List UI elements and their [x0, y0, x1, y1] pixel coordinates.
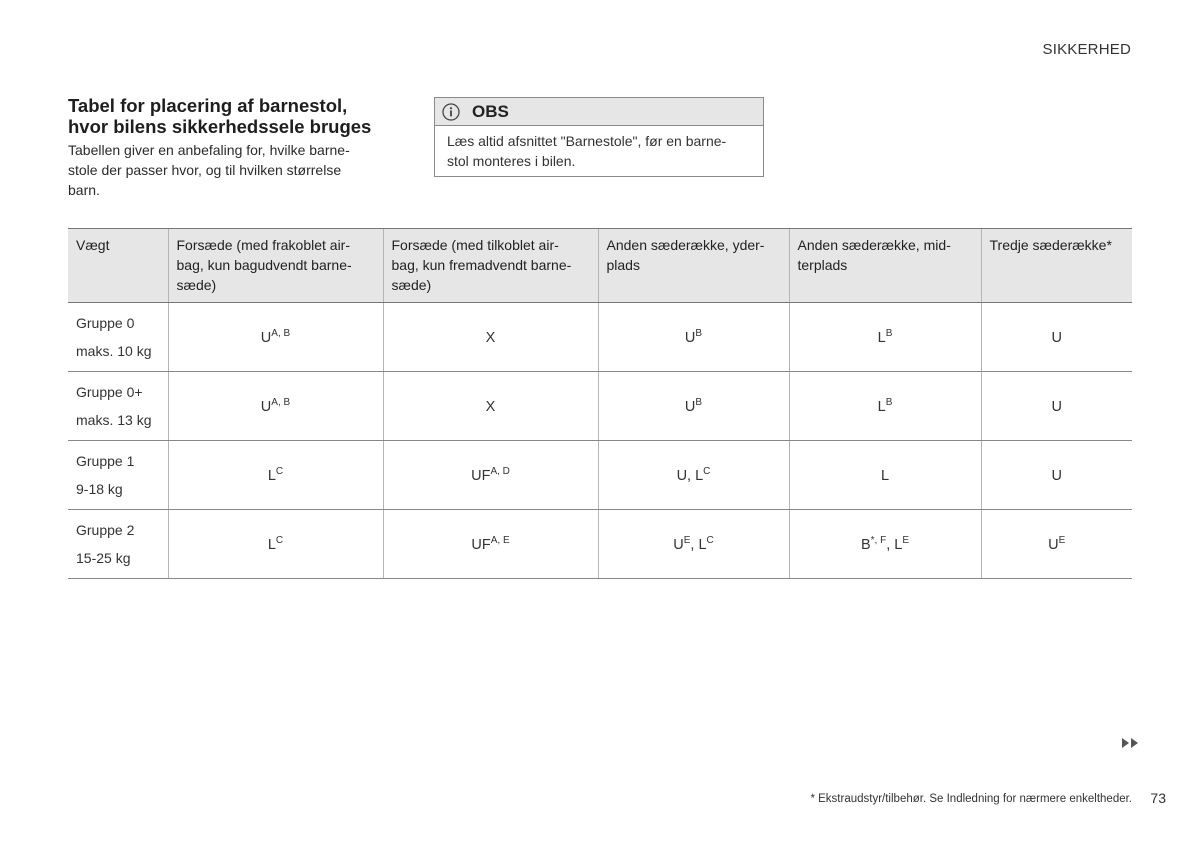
- table-row: [68, 510, 1132, 579]
- intro-line: Tabellen giver en anbefaling for, hvilke barne-: [68, 142, 350, 158]
- group-label: Gruppe 1: [76, 453, 135, 469]
- placement-cell: [789, 372, 981, 441]
- intro-line: stole der passer hvor, og til hvilken størrelse: [68, 162, 342, 178]
- group-label: Gruppe 2: [76, 522, 135, 538]
- placement-code: L: [880, 467, 890, 484]
- placement-cell: [168, 441, 383, 510]
- table-body: [68, 303, 1132, 579]
- placement-value: [684, 396, 703, 415]
- placement-code: U: [260, 398, 272, 415]
- obs-body-line: Læs altid afsnittet "Barnestole", før en barne-: [447, 133, 727, 149]
- column-header: [598, 229, 789, 303]
- placement-value: [486, 399, 496, 415]
- weight-group-cell: [68, 510, 168, 579]
- weight-group-cell: [68, 441, 168, 510]
- column-header-line: terplads: [797, 257, 848, 273]
- placement-value: [860, 534, 910, 553]
- table-row: [68, 303, 1132, 372]
- section-header: SIKKERHED: [1042, 41, 1131, 58]
- placement-code: U, L: [676, 467, 704, 484]
- page-title: [68, 95, 398, 137]
- table-row: [68, 441, 1132, 510]
- placement-value: [877, 396, 893, 415]
- column-header-line: plads: [606, 257, 640, 273]
- placement-value: [471, 534, 510, 553]
- column-header: [981, 229, 1132, 303]
- column-header: [383, 229, 598, 303]
- placement-value: [471, 465, 510, 484]
- child-seat-placement-table: [68, 228, 1132, 579]
- placement-code: U: [684, 398, 696, 415]
- placement-cell: [789, 303, 981, 372]
- table-header-row: [68, 229, 1132, 303]
- placement-cell: [383, 441, 598, 510]
- placement-value: [684, 327, 703, 346]
- placement-value: [676, 465, 711, 484]
- placement-value: [881, 468, 889, 484]
- weight-group-cell: [68, 303, 168, 372]
- column-header: [168, 229, 383, 303]
- placement-note-ref: C: [275, 465, 284, 477]
- placement-value: [1052, 330, 1062, 346]
- placement-cell: [168, 372, 383, 441]
- obs-body: [435, 126, 763, 171]
- placement-code: L: [267, 467, 276, 484]
- placement-value: [673, 534, 714, 553]
- placement-note-ref: E: [1058, 534, 1066, 546]
- placement-cell: [789, 510, 981, 579]
- placement-value: [877, 327, 893, 346]
- placement-code: , L: [886, 536, 903, 553]
- column-header-line: bag, kun fremadvendt barne-: [391, 257, 572, 273]
- placement-note-ref: B: [695, 327, 703, 339]
- placement-code: U: [1051, 398, 1062, 415]
- placement-code: U: [1051, 467, 1062, 484]
- placement-code: L: [267, 536, 276, 553]
- weight-group-cell: [68, 372, 168, 441]
- column-header-line: Forsæde (med frakoblet air-: [176, 237, 351, 253]
- info-icon: [442, 103, 460, 121]
- placement-cell: [981, 372, 1132, 441]
- weight-label: maks. 10 kg: [76, 343, 152, 359]
- placement-cell: [383, 303, 598, 372]
- placement-code: L: [877, 398, 886, 415]
- group-label: Gruppe 0+: [76, 384, 143, 400]
- placement-cell: [598, 303, 789, 372]
- obs-body-line: stol monteres i bilen.: [447, 153, 576, 169]
- intro-paragraph: [68, 140, 388, 200]
- placement-cell: [981, 303, 1132, 372]
- placement-cell: [598, 372, 789, 441]
- column-header-line: Forsæde (med tilkoblet air-: [391, 237, 559, 253]
- placement-cell: [168, 303, 383, 372]
- column-header-line: Tredje sæderække*: [989, 237, 1112, 253]
- column-header: [68, 229, 168, 303]
- placement-note-ref: E: [683, 534, 691, 546]
- obs-note-box: [434, 97, 764, 177]
- weight-label: maks. 13 kg: [76, 412, 152, 428]
- weight-label: 9-18 kg: [76, 481, 123, 497]
- placement-note-ref: A, B: [271, 327, 291, 339]
- placement-cell: [981, 510, 1132, 579]
- placement-note-ref: A, E: [490, 534, 510, 546]
- table-row: [68, 372, 1132, 441]
- placement-cell: [168, 510, 383, 579]
- placement-note-ref: B: [695, 396, 703, 408]
- placement-cell: [598, 510, 789, 579]
- placement-value: [260, 396, 291, 415]
- placement-value: [267, 534, 284, 553]
- page-number: 73: [1150, 790, 1166, 806]
- placement-code: U: [1051, 329, 1062, 346]
- footnote: * Ekstraudstyr/tilbehør. Se Indledning for nærmere enkeltheder.: [810, 793, 1132, 805]
- placement-code: X: [485, 329, 496, 346]
- placement-code: U: [684, 329, 696, 346]
- placement-note-ref: C: [706, 534, 714, 546]
- column-header: [789, 229, 981, 303]
- placement-value: [1048, 534, 1066, 553]
- title-line: Tabel for placering af barnestol,: [68, 95, 348, 116]
- group-label: Gruppe 0: [76, 315, 135, 331]
- column-header-line: Anden sæderække, mid-: [797, 237, 951, 253]
- title-line: hvor bilens sikkerhedssele bruges: [68, 116, 372, 137]
- placement-note-ref: E: [902, 534, 910, 546]
- column-header-line: sæde): [176, 277, 217, 293]
- placement-code: X: [485, 398, 496, 415]
- placement-note-ref: B: [885, 327, 893, 339]
- placement-cell: [383, 372, 598, 441]
- weight-label: 15-25 kg: [76, 550, 131, 566]
- placement-code: B: [860, 536, 871, 553]
- placement-cell: [383, 510, 598, 579]
- placement-note-ref: A, D: [490, 465, 510, 477]
- placement-note-ref: C: [275, 534, 284, 546]
- placement-code: UF: [471, 467, 491, 484]
- column-header-line: bag, kun bagudvendt barne-: [176, 257, 352, 273]
- column-header-line: Anden sæderække, yder-: [606, 237, 765, 253]
- placement-value: [1052, 399, 1062, 415]
- placement-value: [486, 330, 496, 346]
- obs-header: [435, 98, 763, 126]
- double-play-arrows-icon: [1120, 737, 1140, 749]
- placement-value: [1052, 468, 1062, 484]
- placement-cell: [789, 441, 981, 510]
- intro-line: barn.: [68, 182, 100, 198]
- obs-title: OBS: [472, 101, 509, 121]
- placement-code: U: [1048, 536, 1059, 553]
- placement-note-ref: A, B: [271, 396, 291, 408]
- placement-cell: [598, 441, 789, 510]
- column-header-line: sæde): [391, 277, 432, 293]
- placement-code: L: [877, 329, 886, 346]
- column-header-line: Vægt: [76, 237, 110, 253]
- placement-cell: [981, 441, 1132, 510]
- placement-note-ref: B: [885, 396, 893, 408]
- placement-value: [260, 327, 291, 346]
- placement-code: UF: [471, 536, 491, 553]
- placement-code: U: [260, 329, 272, 346]
- placement-value: [267, 465, 284, 484]
- placement-code: U: [673, 536, 684, 553]
- placement-note-ref: C: [703, 465, 711, 477]
- placement-code: , L: [690, 536, 707, 553]
- placement-note-ref: *, F: [870, 534, 887, 546]
